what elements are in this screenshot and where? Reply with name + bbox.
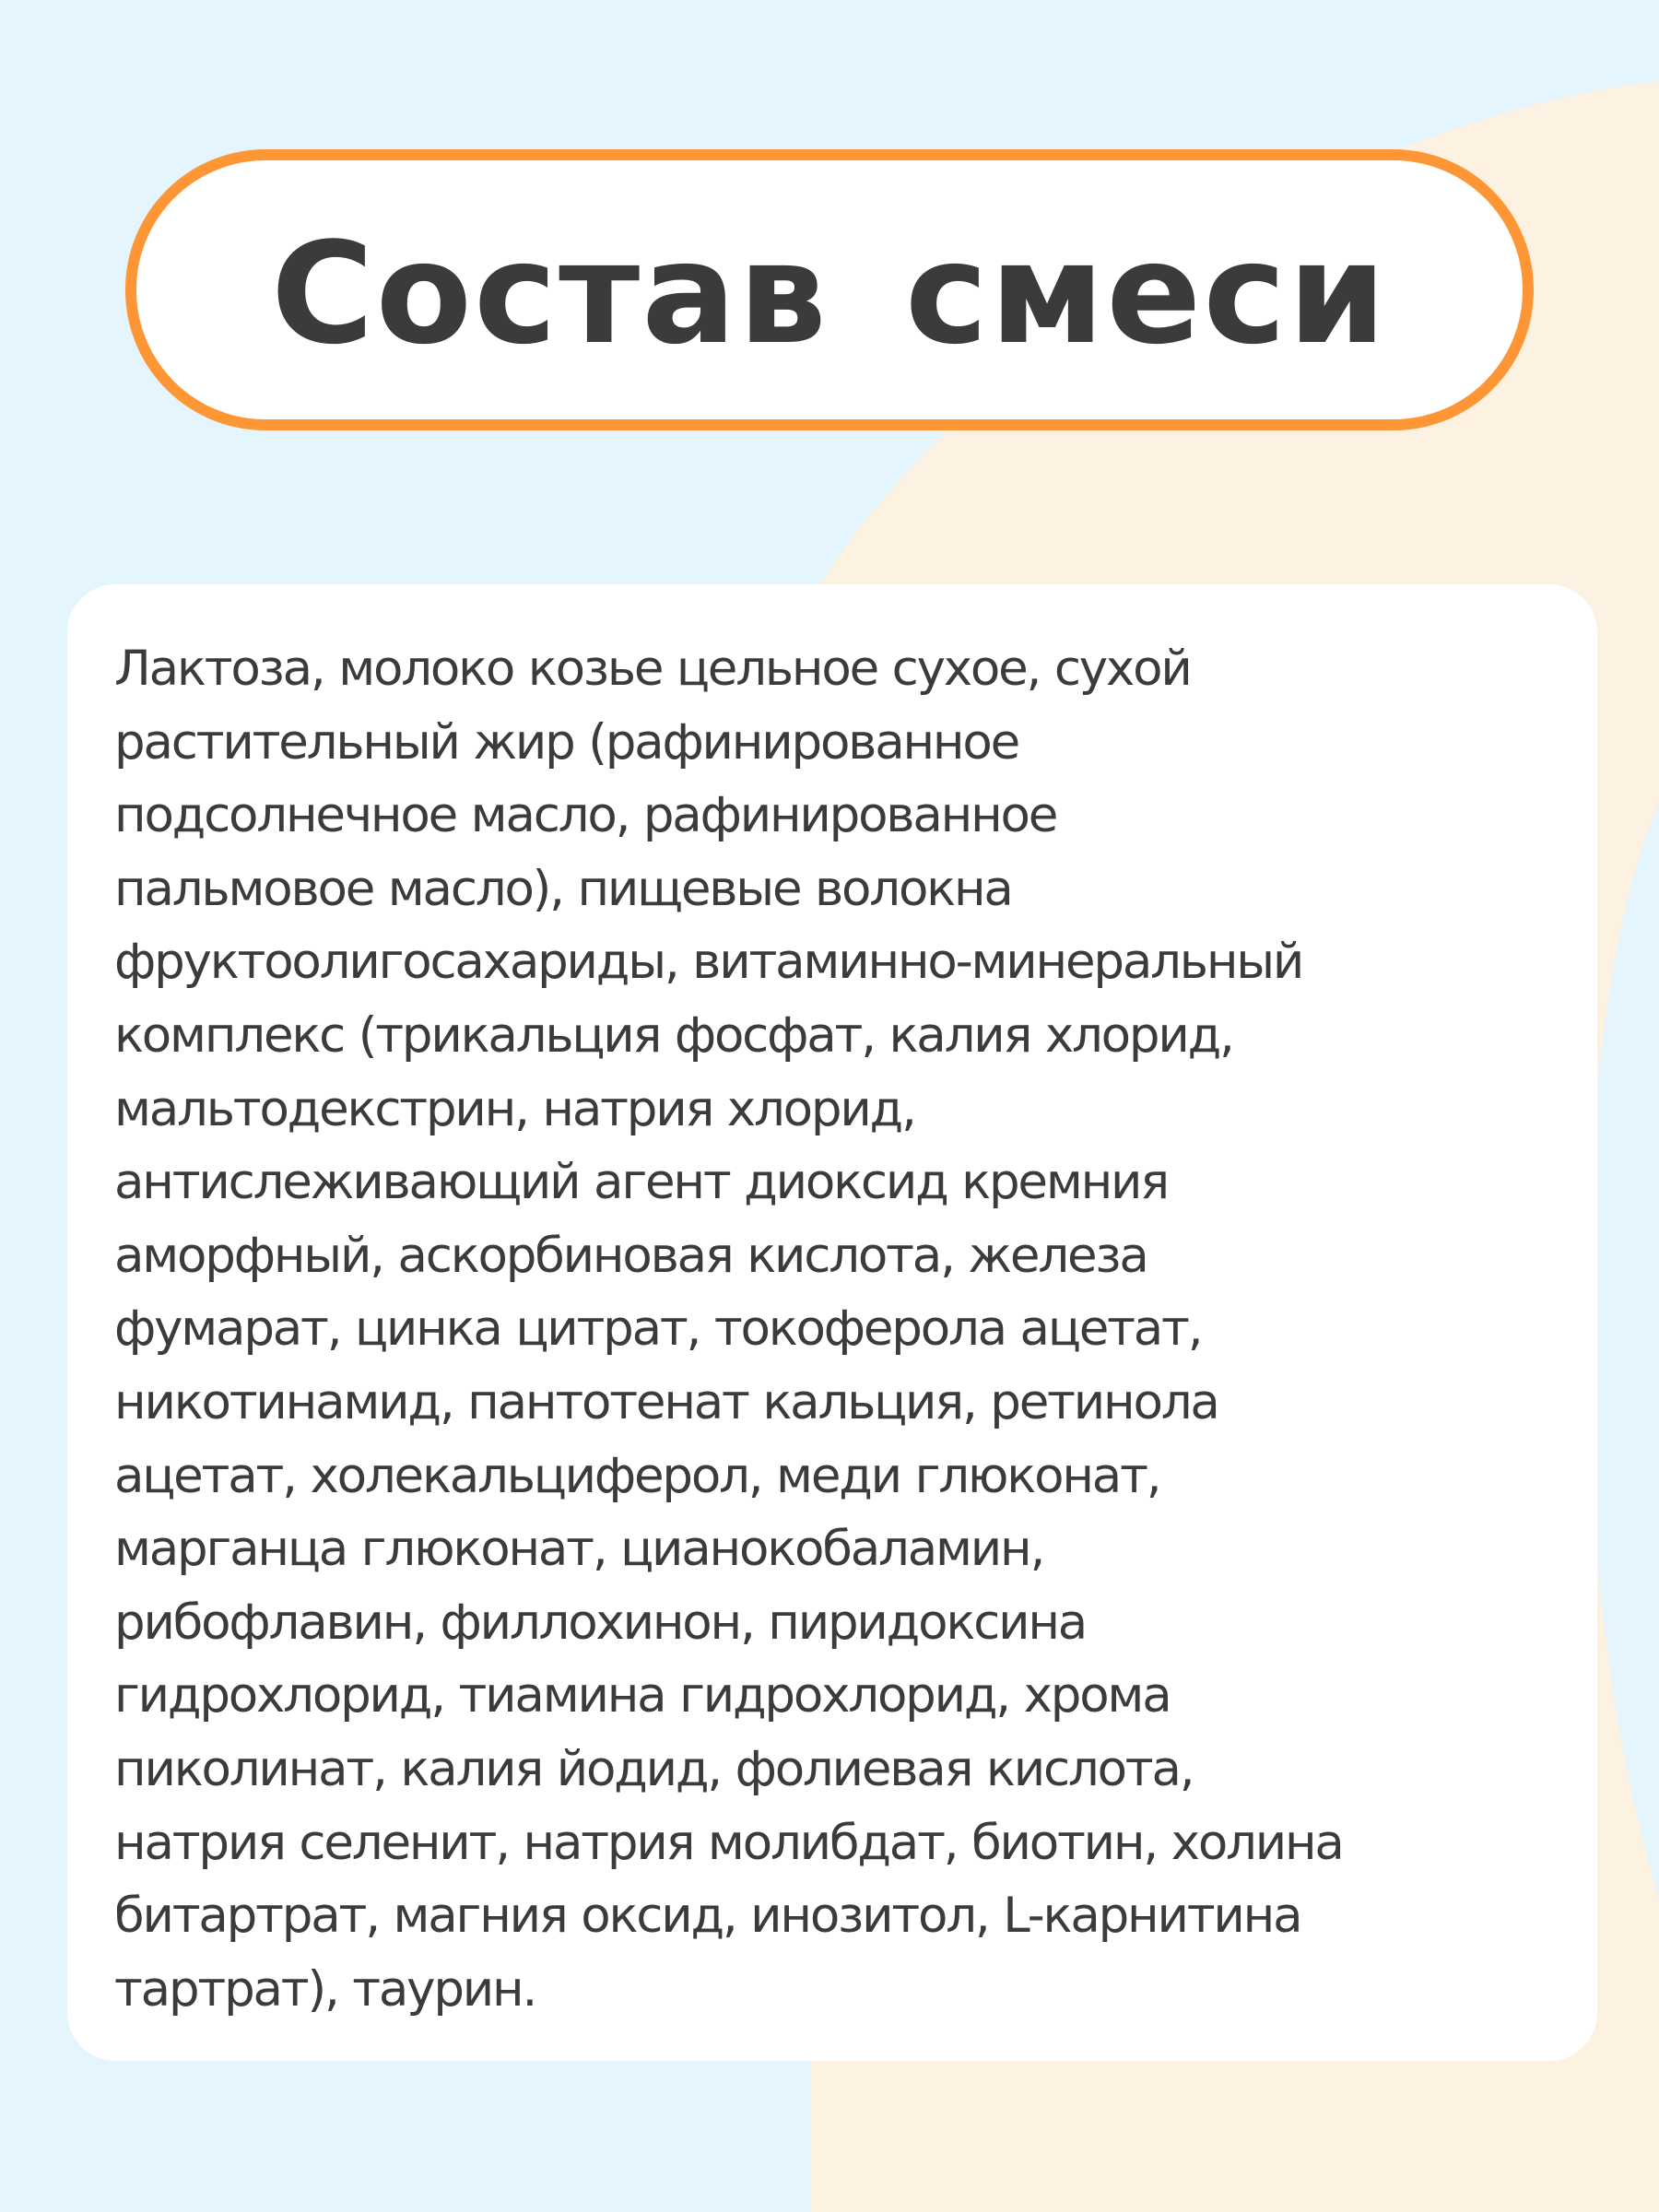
ingredients-line: никотинамид, пантотенат кальция, ретинола [114, 1373, 1218, 1430]
ingredients-line: марганца глюконат, цианокобаламин, [114, 1521, 1044, 1578]
ingredients-line: комплекс (трикальция фосфат, калия хлорид, [114, 1006, 1233, 1064]
title-banner [125, 149, 1534, 430]
ingredients-line: антислеживающий агент диоксид кремния [114, 1154, 1168, 1211]
ingredients-line: фумарат, цинка цитрат, токоферола ацетат, [114, 1300, 1202, 1358]
ingredients-line: пиколинат, калия йодид, фолиевая кислота, [114, 1740, 1194, 1797]
ingredients-line: битартрат, магния оксид, инозитол, L-карнитина [114, 1888, 1301, 1945]
ingredients-line: ацетат, холекальциферол, меди глюконат, [114, 1447, 1160, 1504]
ingredients-line: мальтодекстрин, натрия хлорид, [114, 1080, 915, 1137]
page-title: Состав смеси [271, 211, 1388, 375]
ingredients-card [67, 584, 1597, 2061]
ingredients-line: аморфный, аскорбиновая кислота, железа [114, 1227, 1147, 1284]
ingredients-text [114, 632, 1560, 2026]
ingredients-line: натрия селенит, натрия молибдат, биотин, холина [114, 1814, 1343, 1871]
ingredients-line: тартрат), таурин. [114, 1960, 536, 2018]
light-blue-bottom-shape [0, 2061, 700, 2212]
ingredients-line: фруктоолигосахариды, витаминно-минеральный [114, 934, 1303, 991]
ingredients-line: Лактоза, молоко козье цельное сухое, сухой [114, 641, 1191, 697]
ingredients-line: подсолнечное масло, рафинированное [114, 787, 1057, 844]
ingredients-line: рибофлавин, филлохинон, пиридоксина [114, 1594, 1087, 1651]
ingredients-line: гидрохлорид, тиамина гидрохлорид, хрома [114, 1667, 1171, 1724]
ingredients-line: растительный жир (рафинированное [114, 713, 1019, 771]
ingredients-line: пальмовое масло), пищевые волокна [114, 860, 1012, 917]
